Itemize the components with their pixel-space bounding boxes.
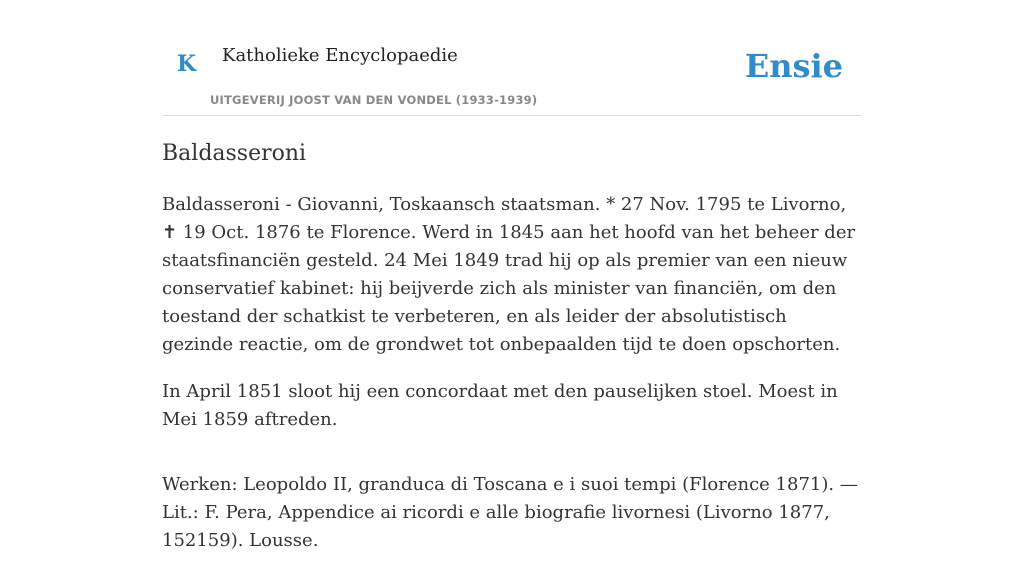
article-title: Baldasseroni xyxy=(162,141,307,166)
article-paragraph: Baldasseroni - Giovanni, Toskaansch staatsman. * 27 Nov. 1795 te Livorno, ✝ 19 Oct. 1876 te Florence. Werd in 1845 aan het hoofd van het beheer der staatsfinanciën gesteld. 24 Mei 1849 trad hij op als premier van een nieuw conservatief kabinet: hij beijverde zich als minister van financiën, om den toestand der schatkist te verbeteren, en als leider der absolutistisch gezinde reactie, om de grondwet tot onbepaalden tijd te doen opschorten. xyxy=(162,194,856,355)
article-works-paragraph: Werken: Leopoldo II, granduca di Toscana e i suoi tempi (Florence 1871). — Lit.: F. Pera, Appendice ai ricordi e alle biografie livornesi (Livorno 1877, 152159). Lousse. xyxy=(162,474,858,551)
publisher-label: UITGEVERIJ JOOST VAN DEN VONDEL (1933-1939) xyxy=(210,93,538,107)
book-title-link[interactable]: Katholieke Encyclopaedie xyxy=(222,45,458,66)
book-logo-link[interactable]: K xyxy=(177,51,197,77)
ensie-logo-link[interactable]: Ensie xyxy=(744,47,843,85)
site-header xyxy=(162,0,862,116)
article xyxy=(162,138,862,574)
article-paragraph: In April 1851 sloot hij een concordaat met den pauselijken stoel. Moest in Mei 1859 aftreden. xyxy=(162,381,838,430)
